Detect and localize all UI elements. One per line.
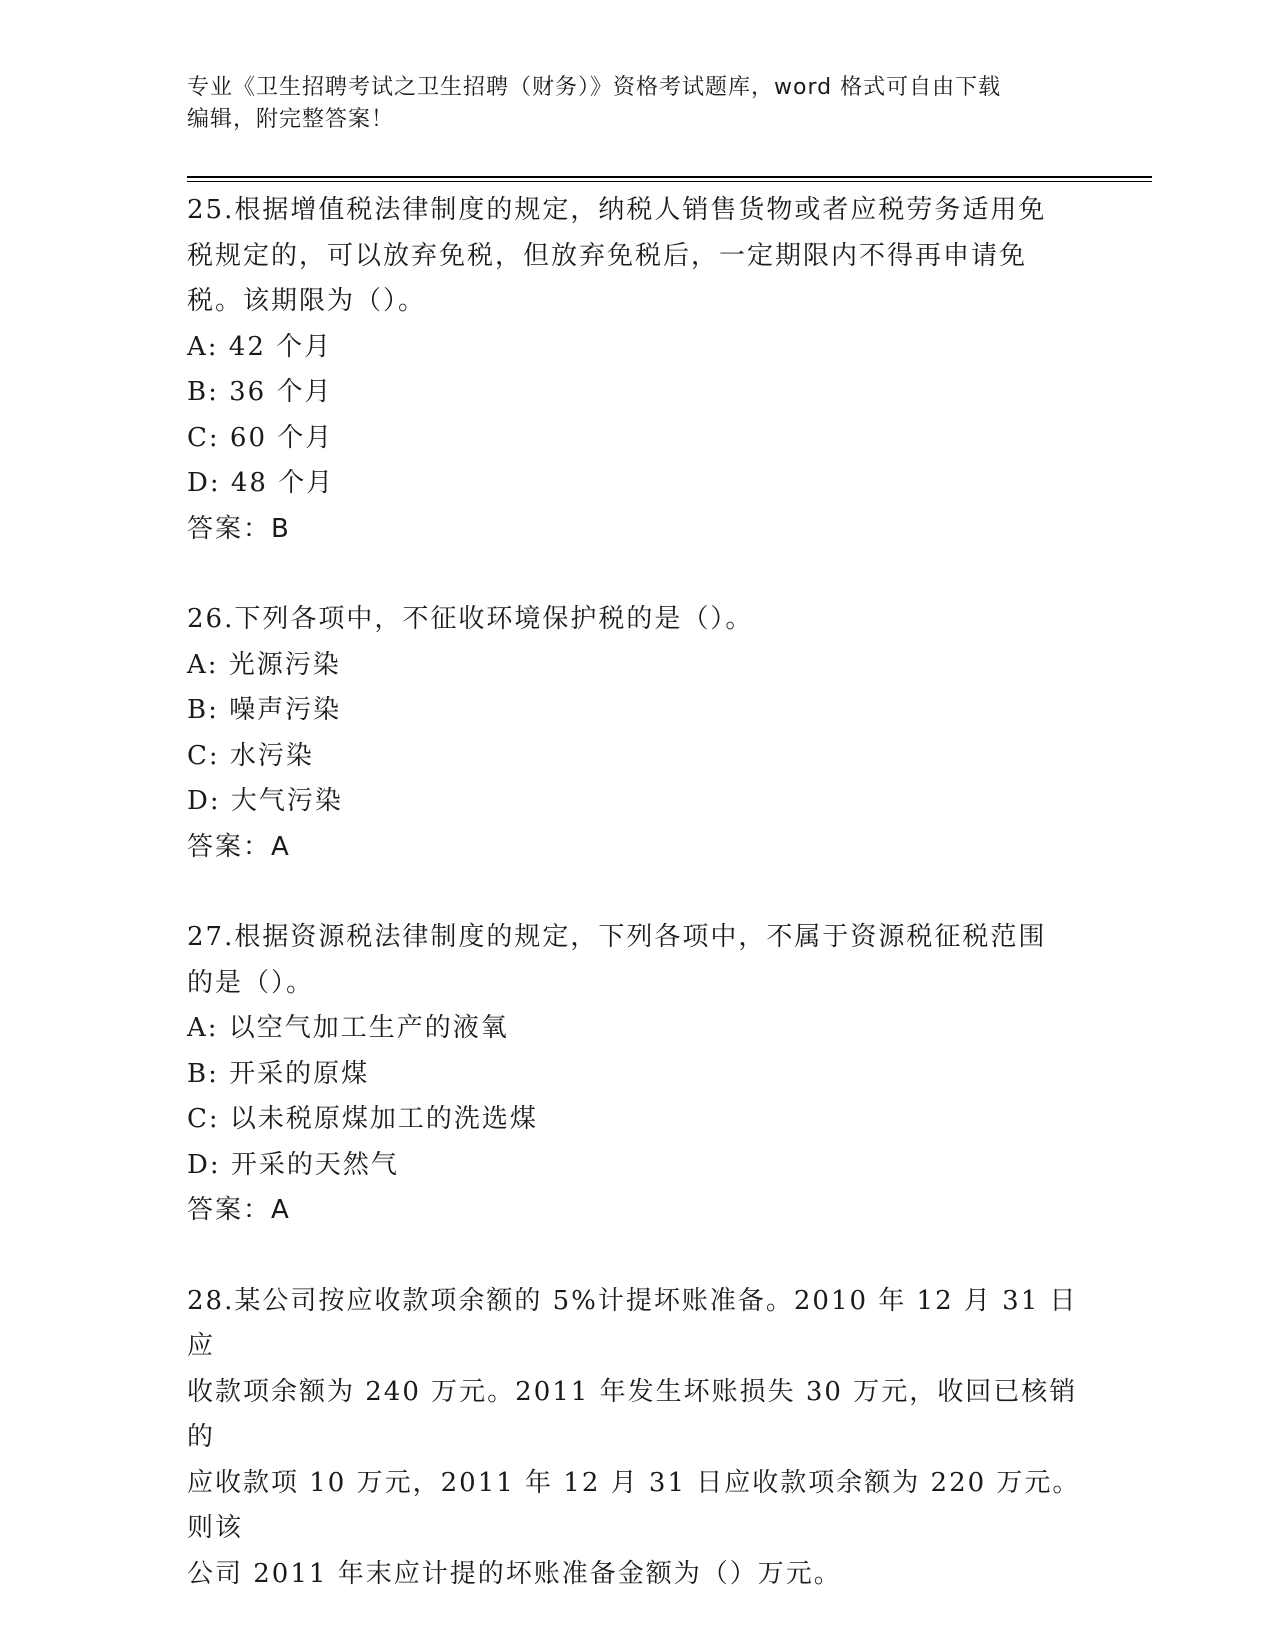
option-a: A: 以空气加工生产的液氧 [187,1013,509,1043]
option-b: B: 开采的原煤 [187,1058,370,1089]
header-line-1: 专业《卫生招聘考试之卫生招聘（财务）》资格考试题库，word 格式可自由下载 [187,75,1002,100]
question-25 [187,188,1087,552]
option-d: D: 48 个月 [187,468,335,498]
question-list [187,188,1087,1642]
question-28 [187,1279,1087,1598]
option-c: C: 以未税原煤加工的洗选煤 [187,1104,538,1134]
question-text-line: 税规定的，可以放弃免税，但放弃免税后，一定期限内不得再申请免 [187,240,1028,271]
answer-line: 答案：A [187,831,291,862]
question-text-line: 的是（）。 [187,967,315,998]
option-b: B: 36 个月 [187,377,333,407]
question-text-line: 26.下列各项中，不征收环境保护税的是（）。 [187,604,754,634]
document-header [187,72,1067,136]
question-text-line: 收款项余额为 240 万元。2011 年发生坏账损失 30 万元，收回已核销的 [187,1376,1078,1452]
question-27 [187,915,1087,1234]
option-c: C: 水污染 [187,740,314,771]
question-text-line: 28.某公司按应收款项余额的 5%计提坏账准备。2010 年 12 月 31 日应 [187,1285,1078,1361]
header-divider-thin [187,181,1152,182]
question-26 [187,597,1087,870]
answer-line: 答案：A [187,1195,291,1225]
header-divider-thick [187,176,1152,178]
option-a: A: 光源污染 [187,649,341,680]
answer-line: 答案：B [187,513,291,544]
option-a: A: 42 个月 [187,331,333,362]
option-d: D: 大气污染 [187,786,343,816]
option-c: C: 60 个月 [187,422,334,453]
header-line-2: 编辑，附完整答案！ [187,107,395,132]
option-b: B: 噪声污染 [187,695,342,725]
question-text-line: 公司 2011 年末应计提的坏账准备金额为（）万元。 [187,1558,842,1589]
question-text-line: 25.根据增值税法律制度的规定，纳税人销售货物或者应税劳务适用免 [187,195,1047,225]
option-d: D: 开采的天然气 [187,1149,399,1180]
question-text-line: 应收款项 10 万元，2011 年 12 月 31 日应收款项余额为 220 万元。则该 [187,1467,1081,1543]
question-text-line: 27.根据资源税法律制度的规定，下列各项中，不属于资源税征税范围 [187,922,1047,952]
question-text-line: 税。该期限为（）。 [187,286,427,316]
